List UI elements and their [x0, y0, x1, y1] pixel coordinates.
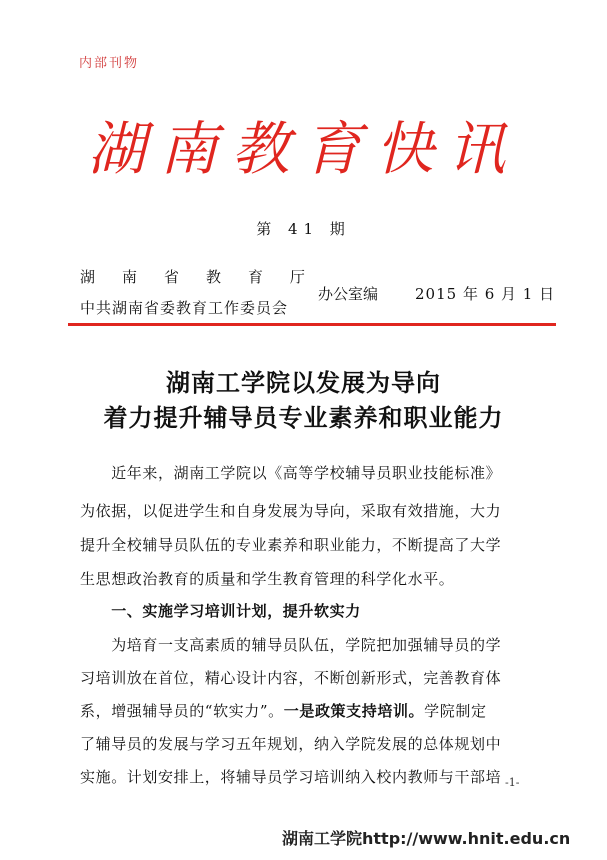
page-number: -1-	[505, 776, 520, 789]
publisher-char: 南	[121, 268, 137, 286]
body-text: 学院制定	[424, 702, 487, 720]
masthead-title: 湖南教育快讯	[87, 115, 520, 183]
publisher-char: 教	[205, 268, 221, 286]
body-line: 了辅导员的发展与学习五年规划，纳入学院发展的总体规划中	[80, 735, 502, 753]
publisher-char: 厅	[289, 268, 305, 286]
issue-number: 第 41 期	[256, 220, 351, 238]
article-title-line-1: 湖南工学院以发展为导向	[166, 368, 441, 397]
body-line-mixed	[80, 700, 550, 721]
body-line: 生思想政治教育的质量和学生教育管理的科学化水平。	[80, 570, 455, 588]
body-text: 系，增强辅导员的“软实力”。	[80, 702, 284, 720]
bold-emphasis: 一是政策支持培训。	[283, 702, 425, 720]
body-line: 提升全校辅导员队伍的专业素养和职业能力，不断提高了大学	[80, 536, 502, 554]
publisher-line-1	[80, 266, 305, 287]
body-line: 习培训放在首位，精心设计内容，不断创新形式，完善教育体	[80, 669, 502, 687]
body-line: 近年来，湖南工学院以《高等学校辅导员职业技能标准》	[80, 464, 502, 482]
publisher-char: 育	[247, 268, 263, 286]
body-line: 实施。计划安排上，将辅导员学习培训纳入校内教师与干部培	[80, 768, 502, 786]
office-label: 办公室编	[318, 285, 379, 303]
publisher-char: 省	[163, 268, 179, 286]
body-line: 为依据，以促进学生和自身发展为导向，采取有效措施，大力	[80, 502, 502, 520]
publish-date: 2015 年 6 月 1 日	[415, 285, 556, 303]
internal-publication-label: 内部刊物	[79, 56, 140, 71]
header-divider	[68, 323, 556, 326]
publisher-line-2: 中共湖南省委教育工作委员会	[80, 299, 289, 317]
publisher-char: 湖	[80, 268, 96, 286]
section-heading: 一、实施学习培训计划，提升软实力	[80, 602, 361, 620]
article-title-line-2: 着力提升辅导员专业素养和职业能力	[103, 403, 504, 432]
body-line: 为培育一支高素质的辅导员队伍，学院把加强辅导员的学	[80, 636, 502, 654]
footer-watermark: 湖南工学院http://www.hnit.edu.cn	[282, 829, 571, 848]
